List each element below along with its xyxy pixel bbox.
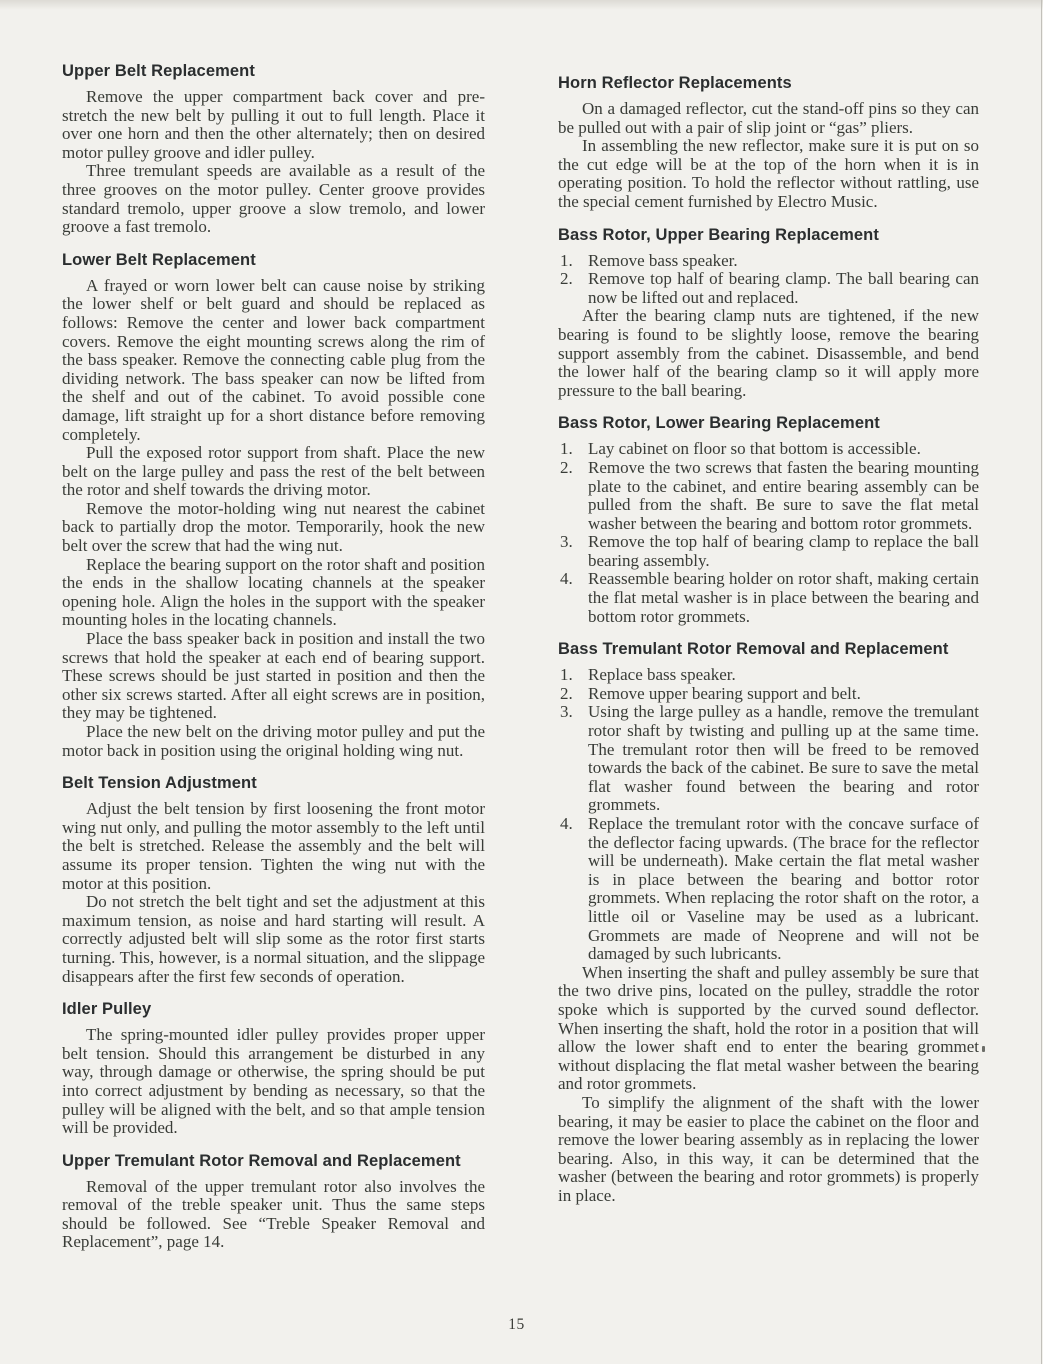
list-item-number: 1. [560,439,573,459]
paragraph: Place the new belt on the driving motor pulley and put the motor back in position using the original holding wing nut. [62,722,485,760]
section-horn-reflector-replacements [558,74,979,212]
right-column [558,74,979,1205]
section-heading: Idler Pulley [62,1000,152,1019]
section-bass-rotor-lower-bearing [558,414,979,626]
section-bass-rotor-upper-bearing [558,226,979,401]
paragraph: In assembling the new reflector, make sure it is put on so the cut edge will be at the top of the horn when it is in operating position. To hold the reflector without rattling, use the special cement furnished by Electro Music. [558,136,979,211]
list-item-number: 1. [560,665,573,685]
list-item-text: Remove bass speaker. [588,250,738,270]
section-heading: Upper Belt Replacement [62,62,255,80]
list-item-text: Remove upper bearing support and belt. [588,683,861,703]
list-item-number: 2. [560,683,573,703]
list-item [558,703,979,815]
list-item [558,270,979,307]
section-heading: Horn Reflector Replacements [558,74,792,92]
paragraph: Three tremulant speeds are available as a result of the three grooves on the motor pulley. Center groove provides standard tremolo, upper groove a slow tremolo, and lower groove a fast tremolo. [62,161,485,237]
paragraph: Remove the upper compartment back cover and pre-stretch the new belt by pulling it out to full length. Place it over one horn and then the other alternately; then on desired motor pulley groove and idler pulley. [62,87,485,162]
paragraph: Adjust the belt tension by first loosening the front motor wing nut only, and pulling the motor assembly to the left until the belt is stretched. Release the assembly and the belt will assume its proper tension. Tighten the wing nut with the motor at this position. [62,799,485,893]
paragraph: Pull the exposed rotor support from shaft. Place the new belt on the large pulley and pass the rest of the belt between the rotor and shelf towards the driving motor. [62,443,485,500]
numbered-list [558,252,979,308]
section-idler-pulley [62,1000,485,1138]
list-item [558,666,979,685]
paragraph: Place the bass speaker back in position and install the two screws that hold the speaker at each end of bearing support. These screws should be just started in position and then the other six screws started. After all eight screws are in position, they may be tightened. [62,629,485,723]
list-item-text: Remove top half of bearing clamp. The ball bearing can now be lifted out and replaced. [588,269,979,307]
list-item [558,533,979,570]
paragraph: Removal of the upper tremulant rotor also involves the removal of the treble speaker unit. Thus the same steps should be followed. See “Treble Speaker Removal and Replacement”, page 14. [62,1176,485,1252]
list-item [558,459,979,533]
paragraph: The spring-mounted idler pulley provides proper upper belt tension. Should this arrangement be disturbed in any way, through damage or otherwise, the spring should be put into correct adjustment by bending as necessary, so that the pulley will be aligned with the belt, and so that ample tension will be provided. [62,1025,485,1138]
section-heading: Bass Tremulant Rotor Removal and Replacement [558,640,949,659]
list-item-text: Remove the two screws that fasten the bearing mounting plate to the cabinet, and entire bearing assembly can be pulled from the shaft. Be sure to save the flat metal washer between the bearing and bottom rotor grommets. [588,457,979,533]
ink-speck [982,1046,985,1052]
section-upper-belt-replacement [62,62,485,237]
paragraph: When inserting the shaft and pulley assembly be sure that the two drive pins, located on the pulley, straddle the rotor spoke which is supported by the curved sound deflector. When inserting the shaft, hold the rotor in a position that will allow the lower shaft end to enter the bearing grommet without displacing the flat metal washer between the bearing and rotor grommets. [558,962,979,1094]
scan-top-shadow [0,0,1043,10]
list-item [558,685,979,704]
list-item-number: 1. [560,250,573,270]
list-item [558,815,979,964]
numbered-list [558,666,979,964]
numbered-list [558,440,979,626]
paragraph: On a damaged reflector, cut the stand-off pins so they can be pulled out with a pair of slip joint or “gas” pliers. [558,99,979,137]
list-item-number: 3. [560,702,573,722]
page-number: 15 [508,1316,525,1333]
paragraph: Replace the bearing support on the rotor shaft and position the ends in the shallow locating channels at the speaker opening hole. Align the holes in the support with the speaker mounting holes in the locating channels. [62,554,485,630]
section-heading: Bass Rotor, Lower Bearing Replacement [558,414,880,433]
list-item-text: Lay cabinet on floor so that bottom is accessible. [588,439,921,459]
section-heading: Belt Tension Adjustment [62,774,257,793]
list-item-text: Reassemble bearing holder on rotor shaft, making certain the flat metal washer is in place between the bearing and bottom rotor grommets. [588,569,979,626]
paragraph: Do not stretch the belt tight and set the adjustment at this maximum tension, as noise and hard starting will result. A correctly adjusted belt will slip some as the rotor first starts turning. This, however, is a normal situation, and the slippage disappears after the first few seconds of operation. [62,892,485,986]
section-belt-tension-adjustment [62,774,485,986]
section-lower-belt-replacement [62,251,485,760]
list-item-number: 2. [560,269,573,289]
list-item-text: Replace the tremulant rotor with the concave surface of the deflector facing upwards. (The brace for the reflector will be underneath). Make certain the flat metal washer is in place between the bearing and bottor rotor grommets. When replacing the rotor shaft on the rotor, a little oil or Vaseline may be used as a lubricant. Grommets are made of Neoprene and will not be damaged by such lubricants. [588,814,979,964]
paragraph: A frayed or worn lower belt can cause noise by striking the lower shelf or belt guard and should be replaced as follows: Remove the center and lower back compartment covers. Remove the eight mounting screws along the rim of the bass speaker. Remove the connecting cable plug from the dividing network. The bass speaker can now be lifted from the shelf and out of the cabinet. To avoid possible cone damage, lift straight up for a short distance before removing completely. [62,275,485,444]
paragraph: After the bearing clamp nuts are tightened, if the new bearing is found to be slightly loose, remove the bearing support assembly from the cabinet. Disassemble, and bend the lower half of the bearing clamp so it will apply more pressure to the ball bearing. [558,306,979,400]
list-item-number: 3. [560,532,573,552]
paragraph: Remove the motor-holding wing nut nearest the cabinet back to partially drop the motor. Temporarily, hook the new belt over the screw that had the wing nut. [62,498,485,556]
list-item-number: 4. [560,569,573,589]
section-heading: Lower Belt Replacement [62,250,256,269]
list-item-text: Remove the top half of bearing clamp to replace the ball bearing assembly. [588,532,979,570]
left-column [62,62,485,1252]
section-upper-tremulant-rotor [62,1152,485,1252]
list-item-text: Replace bass speaker. [588,665,736,685]
section-heading: Bass Rotor, Upper Bearing Replacement [558,225,879,244]
list-item [558,570,979,626]
paragraph: To simplify the alignment of the shaft with the lower bearing, it may be easier to place the cabinet on the floor and remove the lower bearing assembly as in replacing the lower bearing. Also, in this way, it can be determined that the washer (between the bearing and rotor grommets) is properly in place. [558,1092,979,1205]
list-item-text: Using the large pulley as a handle, remove the tremulant rotor shaft by twisting and pulling up at the same time. The tremulant rotor then will be freed to be removed towards the back of the cabinet. Be sure to save the metal flat washer found between the bearing and rotor grommets. [588,702,979,815]
list-item-number: 4. [560,814,573,833]
section-heading: Upper Tremulant Rotor Removal and Replacement [62,1151,461,1170]
scan-edge-line [1041,0,1042,1364]
list-item [558,252,979,271]
list-item-number: 2. [560,457,573,477]
list-item [558,440,979,459]
section-bass-tremulant-rotor [558,640,979,1205]
